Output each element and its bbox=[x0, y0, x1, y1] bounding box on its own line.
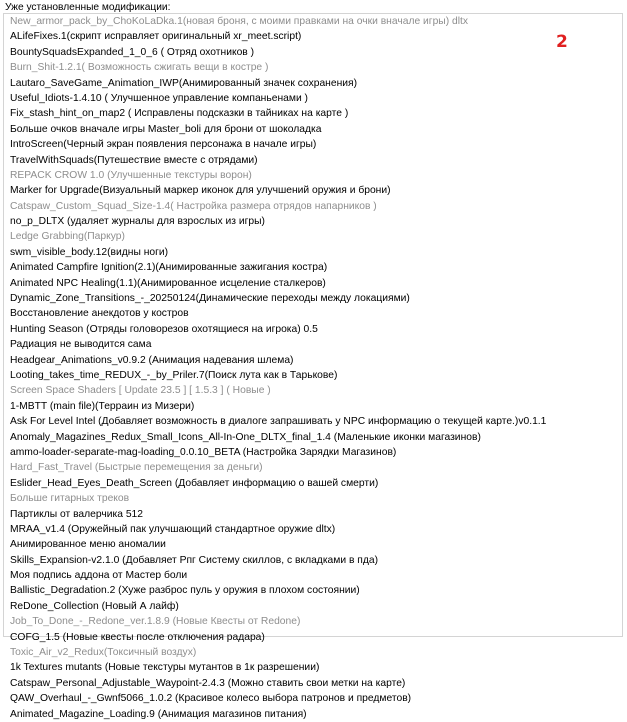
mod-list-item[interactable]: Animated Campfire Ignition(2.1)(Анимированные зажигания костра) bbox=[10, 262, 328, 274]
mod-list-item[interactable]: Hard_Fast_Travel (Быстрые перемещения за деньги) bbox=[10, 462, 263, 474]
mod-list-item[interactable]: Ballistic_Degradation.2 (Хуже разброс пуль у оружия в плохом состоянии) bbox=[10, 585, 360, 597]
mod-list-item[interactable]: Больше очков вначале игры Master_boli для брони от шоколадка bbox=[10, 123, 322, 135]
mod-list-item[interactable]: Headgear_Animations_v0.9.2 (Анимация надевания шлема) bbox=[10, 354, 294, 366]
mod-list-item[interactable]: Моя подпись аддона от Мастер боли bbox=[10, 570, 188, 582]
mod-list-item[interactable]: Dynamic_Zone_Transitions_-_20250124(Динамические переходы между локациями) bbox=[10, 293, 410, 305]
mod-list-item[interactable]: Catspaw_Custom_Squad_Size-1.4( Настройка размера отрядов напарников ) bbox=[10, 200, 377, 212]
mod-list-item[interactable]: Eslider_Head_Eyes_Death_Screen (Добавляет информацию о вашей смерти) bbox=[10, 477, 379, 489]
mod-list-item[interactable]: Skills_Expansion-v2.1.0 (Добавляет Рпг Систему скиллов, с вкладками в пда) bbox=[10, 554, 379, 566]
mod-list-item[interactable]: 1-MBTT (main file)(Терраин из Мизери) bbox=[10, 400, 195, 412]
mod-list-item[interactable]: Lautaro_SaveGame_Animation_IWP(Анимированный значек сохранения) bbox=[10, 77, 358, 89]
mod-list-item[interactable]: Job_To_Done_-_Redone_ver.1.8.9 (Новые Квесты от Redone) bbox=[10, 616, 301, 628]
mod-list-item[interactable]: ReDone_Collection (Новый А лайф) bbox=[10, 600, 179, 612]
mod-list-item[interactable]: Animated_Magazine_Loading.9 (Анимация магазинов питания) bbox=[10, 708, 307, 720]
mod-list-item[interactable]: New_armor_pack_by_ChoKoLaDka.1(новая броня, с моими правками на очки вначале игры) dltx bbox=[10, 16, 469, 27]
mod-list-item[interactable]: QAW_Overhaul_-_Gwnf5066_1.0.2 (Красивое колесо выбора патронов и предметов) bbox=[10, 693, 412, 705]
mod-list-item[interactable]: Animated NPC Healing(1.1)(Анимированное исцеление сталкеров) bbox=[10, 277, 326, 289]
mod-list-item[interactable]: COFG_1.5 (Новые квесты после отключения радара) bbox=[10, 631, 265, 643]
mod-list-item[interactable]: Burn_Shit-1.2.1( Возможность сжигать вещи в костре ) bbox=[10, 62, 269, 74]
mod-list-item[interactable]: Toxic_Air_v2_Redux(Токсичный воздух) bbox=[10, 647, 197, 659]
annotation-number: 2 bbox=[556, 32, 568, 52]
installed-mods-list[interactable] bbox=[3, 13, 623, 720]
mod-list-item[interactable]: Ledge Grabbing(Паркур) bbox=[10, 231, 125, 243]
mod-list-item[interactable]: MRAA_v1.4 (Оружейный пак улучшающий стандартное оружие dltx) bbox=[10, 523, 336, 535]
mod-list-item[interactable]: Screen Space Shaders [ Update 23.5 ] [ 1.5.3 ] ( Новые ) bbox=[10, 385, 271, 397]
mod-list-item[interactable]: Anomaly_Magazines_Redux_Small_Icons_All-In-One_DLTX_final_1.4 (Маленькие иконки магазинов) bbox=[10, 431, 481, 443]
mod-list-item[interactable]: 1k Textures mutants (Новые текстуры мутантов в 1к разрешении) bbox=[10, 662, 320, 674]
mod-list-item[interactable]: Fix_stash_hint_on_map2 ( Исправлены подсказки в тайниках на карте ) bbox=[10, 108, 349, 120]
mod-list-item[interactable]: Hunting Season (Отряды головорезов охотящиеся на игрока) 0.5 bbox=[10, 323, 318, 335]
mod-list-item[interactable]: TravelWithSquads(Путешествие вместе с отрядами) bbox=[10, 154, 258, 166]
mod-list-item[interactable]: ammo-loader-separate-mag-loading_0.0.10_BETA (Настройка Зарядки Магазинов) bbox=[10, 446, 397, 458]
mod-list-item[interactable]: Marker for Upgrade(Визуальный маркер иконок для улучшений оружия и брони) bbox=[10, 185, 391, 197]
mod-list-item[interactable]: Больше гитарных треков bbox=[10, 493, 130, 505]
mod-items bbox=[4, 14, 622, 722]
mod-list-item[interactable]: swm_visible_body.12(видны ноги) bbox=[10, 246, 169, 258]
mod-list-item[interactable]: Looting_takes_time_REDUX_-_by_Priler.7(Поиск лута как в Тарькове) bbox=[10, 369, 338, 381]
mod-list-item[interactable]: Радиация не выводится сама bbox=[10, 339, 152, 351]
mod-list-item[interactable]: Восстановление анекдотов у костров bbox=[10, 308, 189, 320]
mod-list-item[interactable]: REPACK CROW 1.0 (Улучшенные текстуры ворон) bbox=[10, 169, 252, 181]
mod-list-item[interactable]: Ask For Level Intel (Добавляет возможность в диалоге запрашивать у NPC информацию о текущей карте.)v0.1.1 bbox=[10, 416, 547, 428]
installed-mods-header: Уже установленные модификации: bbox=[5, 2, 171, 13]
mod-list-item[interactable]: ALifeFixes.1(скрипт исправляет оригинальный xr_meet.script) bbox=[10, 31, 302, 43]
mod-list-item[interactable]: IntroScreen(Черный экран появления персонажа в начале игры) bbox=[10, 139, 317, 151]
mod-list-item[interactable]: Анимированное меню аномалии bbox=[10, 539, 166, 551]
mod-list-item[interactable]: BountySquadsExpanded_1_0_6 ( Отряд охотников ) bbox=[10, 46, 255, 58]
mod-list-item[interactable]: Партиклы от валерчика 512 bbox=[10, 508, 143, 520]
mod-list-item[interactable]: Catspaw_Personal_Adjustable_Waypoint-2.4.3 (Можно ставить свои метки на карте) bbox=[10, 677, 406, 689]
mod-list-item[interactable]: Useful_Idiots-1.4.10 ( Улучшенное управление компаньенами ) bbox=[10, 92, 308, 104]
mod-list-item[interactable]: no_p_DLTX (удаляет журналы для взрослых из игры) bbox=[10, 216, 265, 228]
